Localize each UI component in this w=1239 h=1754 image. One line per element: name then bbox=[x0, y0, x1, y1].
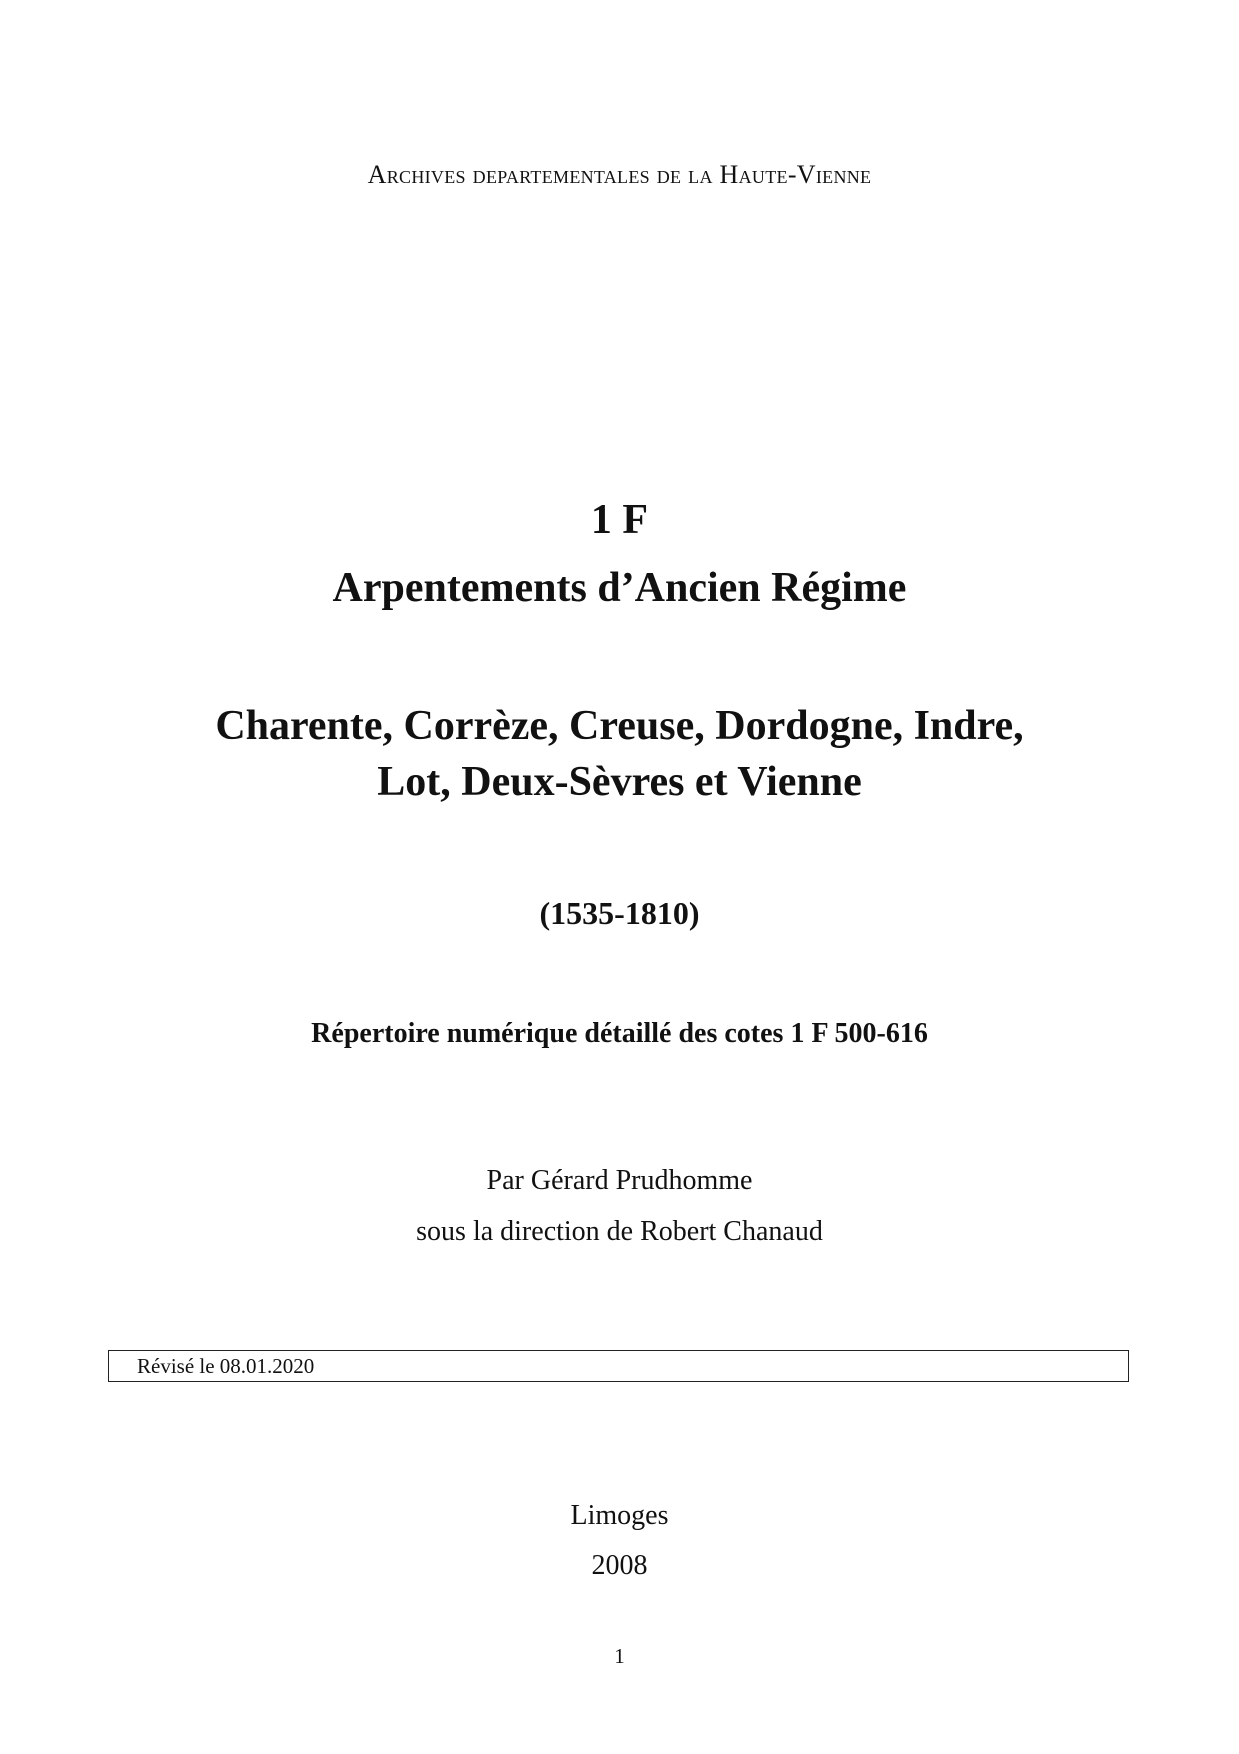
institution-header bbox=[0, 160, 1239, 190]
subtitle-line-2: Lot, Deux-Sèvres et Vienne bbox=[377, 759, 862, 805]
author-line: Par Gérard Prudhomme bbox=[486, 1165, 753, 1196]
page-number: 1 bbox=[614, 1644, 625, 1668]
imprint-place: Limoges bbox=[570, 1500, 669, 1531]
revision-box bbox=[108, 1350, 1129, 1382]
institution-name: Archives departementales de la Haute-Vienne bbox=[367, 160, 872, 189]
repertoire-description: Répertoire numérique détaillé des cotes 1 F 500-616 bbox=[311, 1018, 928, 1049]
date-range: (1535-1810) bbox=[539, 895, 700, 931]
revision-date: Révisé le 08.01.2020 bbox=[137, 1354, 315, 1378]
imprint-year: 2008 bbox=[591, 1550, 648, 1581]
series-code: 1 F bbox=[590, 497, 649, 543]
document-title: Arpentements d’Ancien Régime bbox=[332, 565, 907, 611]
subtitle-line-1: Charente, Corrèze, Creuse, Dordogne, Indre, bbox=[215, 703, 1024, 749]
direction-line: sous la direction de Robert Chanaud bbox=[416, 1216, 823, 1247]
